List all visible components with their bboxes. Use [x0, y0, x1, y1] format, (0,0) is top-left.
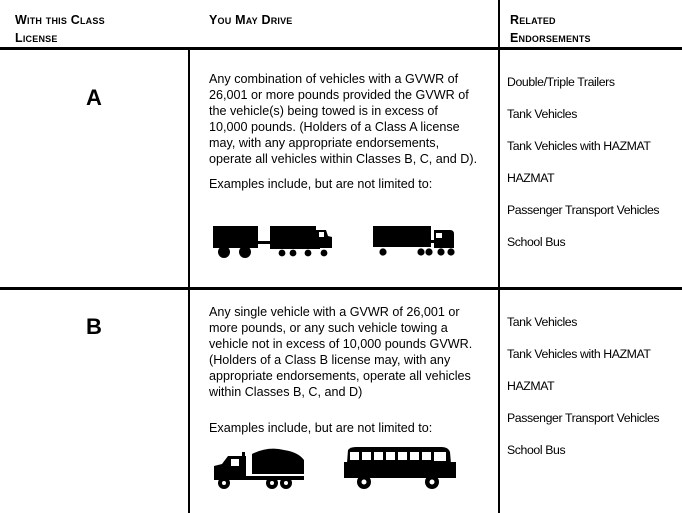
- endorsement-item: Double/Triple Trailers: [507, 75, 615, 89]
- endorsement-item: Tank Vehicles with HAZMAT: [507, 139, 651, 153]
- description-line: within Classes B, C, and D): [209, 385, 363, 399]
- endorsement-item: Tank Vehicles: [507, 315, 577, 329]
- header-class-line1: With this Class: [15, 13, 105, 27]
- description-line: the vehicle(s) being towed is in excess of: [209, 104, 438, 118]
- header-class-line2: License: [15, 31, 58, 45]
- dump-truck-icon: [212, 446, 308, 492]
- examples-label: Examples include, but are not limited to:: [209, 421, 433, 435]
- description-line: (Holders of a Class B license may, with any: [209, 353, 451, 367]
- endorsements-list: [507, 314, 659, 474]
- description-line: Any single vehicle with a GVWR of 26,001 or: [209, 305, 460, 319]
- description-line: appropriate endorsements, operate all vehicles: [209, 369, 471, 383]
- header-related-endorsements: [510, 11, 670, 47]
- endorsement-item: Passenger Transport Vehicles: [507, 203, 660, 217]
- endorsement-item: Passenger Transport Vehicles: [507, 411, 660, 425]
- straight-truck-with-trailer-icon: [372, 222, 458, 260]
- description-line: operate all vehicles within Classes B, C, and D).: [209, 152, 478, 166]
- endorsement-item: School Bus: [507, 235, 566, 249]
- examples-label: Examples include, but are not limited to:: [209, 177, 433, 191]
- header-endorsements-line2: Endorsements: [510, 31, 591, 45]
- header-class-license: [15, 11, 165, 47]
- endorsement-item: HAZMAT: [507, 379, 555, 393]
- endorsement-item: School Bus: [507, 443, 566, 457]
- endorsement-item: Tank Vehicles with HAZMAT: [507, 347, 651, 361]
- header-you-may-drive: You May Drive: [209, 13, 293, 27]
- class-description: [209, 304, 491, 400]
- header-bottom-rule: [0, 47, 682, 50]
- description-line: Any combination of vehicles with a GVWR of: [209, 72, 459, 86]
- row-divider-rule: [0, 287, 682, 290]
- class-letter: A: [86, 85, 102, 110]
- description-line: more pounds, or any such vehicle towing a: [209, 321, 448, 335]
- truck-with-full-trailer-icon: [212, 222, 334, 260]
- description-line: may, with any appropriate endorsements,: [209, 136, 440, 150]
- school-bus-icon: [342, 446, 458, 492]
- endorsement-item: Tank Vehicles: [507, 107, 577, 121]
- header-endorsements-line1: Related: [510, 13, 556, 27]
- class-description: [209, 71, 491, 167]
- description-line: vehicle not in excess of 10,000 pounds GVWR.: [209, 337, 473, 351]
- endorsement-item: HAZMAT: [507, 171, 555, 185]
- endorsements-list: [507, 74, 659, 266]
- class-letter: B: [86, 314, 102, 339]
- description-line: 10,000 pounds. (Holders of a Class A license: [209, 120, 460, 134]
- column-divider-2: [498, 0, 500, 513]
- description-line: 26,001 or more pounds provided the GVWR of: [209, 88, 469, 102]
- column-divider-1: [188, 47, 190, 513]
